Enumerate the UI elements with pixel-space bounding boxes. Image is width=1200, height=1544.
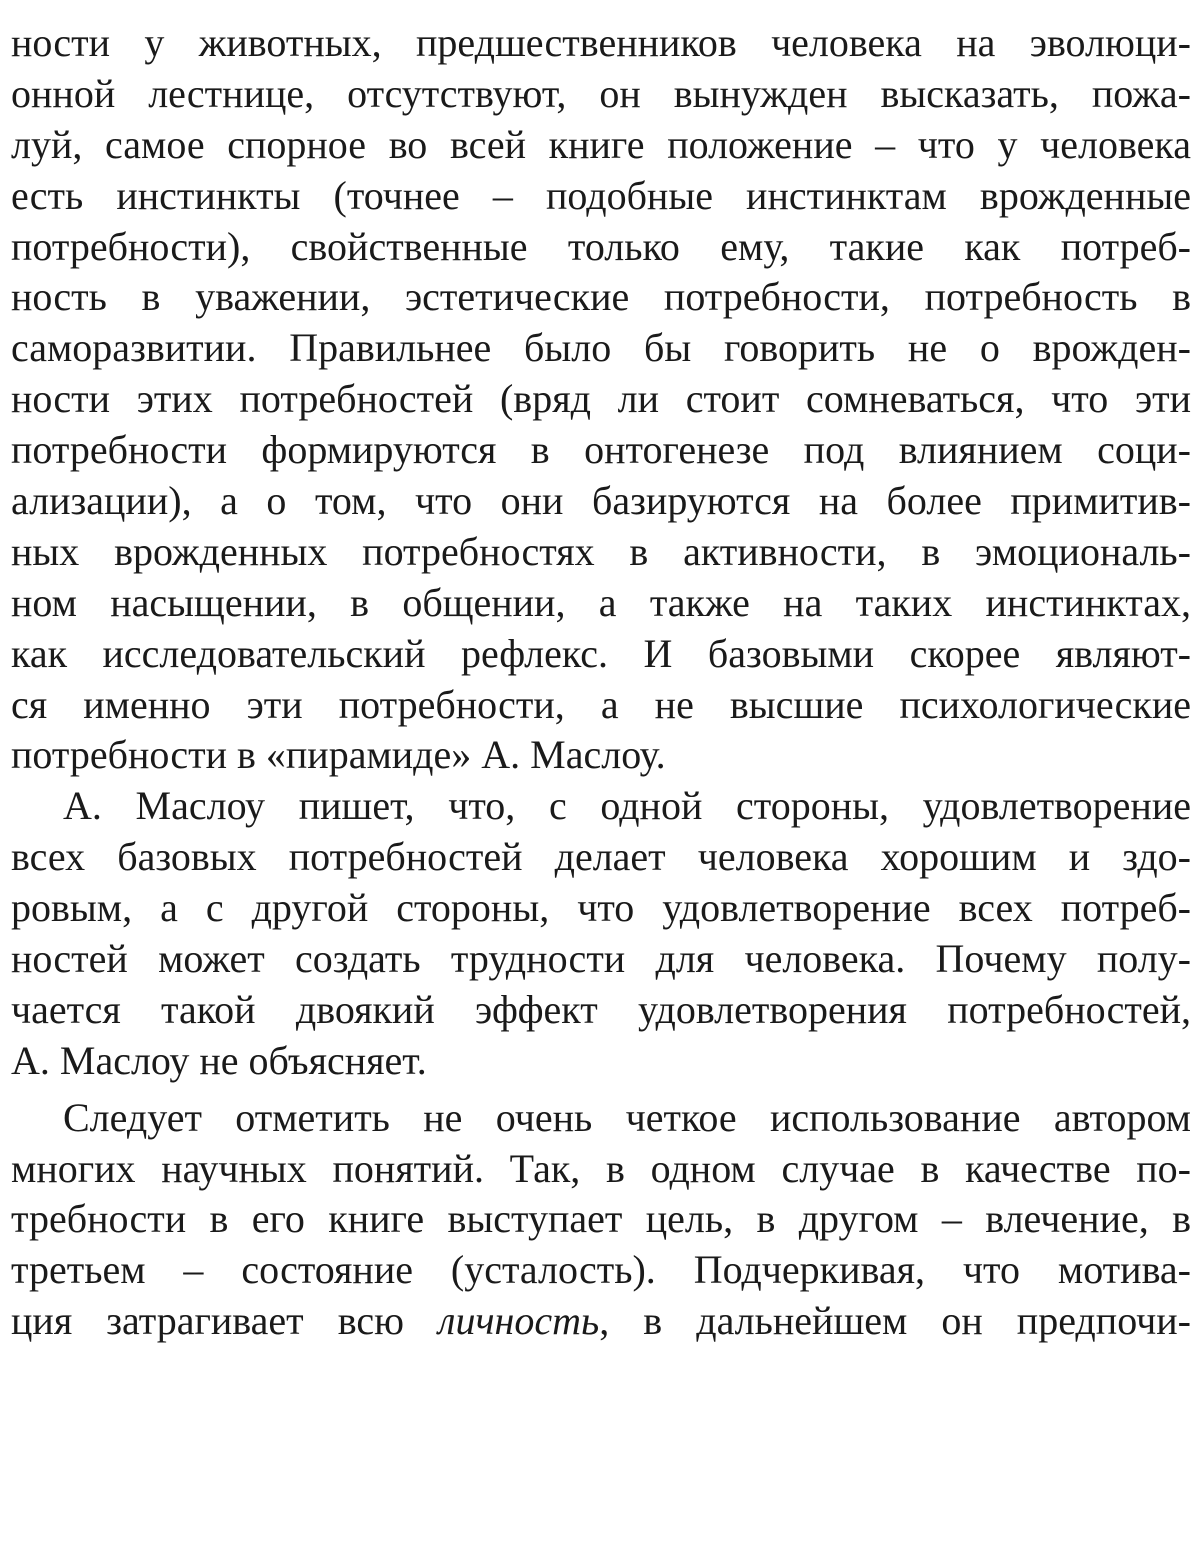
document-page (11, 18, 1191, 1347)
text-line-with-italic (11, 1296, 1191, 1347)
text-line: А. Маслоу не объясняет. (11, 1037, 427, 1083)
text-line: всех базовых потребностей делает человека хорошим и здо- (11, 834, 1191, 880)
text-line: третьем – состояние (усталость). Подчеркивая, что мотива- (11, 1247, 1191, 1293)
italic-term: личность (438, 1298, 600, 1344)
text-line: как исследовательский рефлекс. И базовыми скорее являют- (11, 630, 1191, 676)
text-line: требности в его книге выступает цель, в другом – влечение, в (11, 1196, 1191, 1242)
text-line: ся именно эти потребности, а не высшие психологические (11, 681, 1191, 727)
paragraph-3 (11, 1093, 1191, 1347)
text-line: ализации), а о том, что они базируются на более примитив- (11, 478, 1191, 524)
text-line: ных врожденных потребностях в активности, в эмоциональ- (11, 528, 1191, 574)
text-line: саморазвитии. Правильнее было бы говорить не о врожден- (11, 325, 1191, 371)
text-line: чается такой двоякий эффект удовлетворения потребностей, (11, 986, 1191, 1032)
text-line: есть инстинкты (точнее – подобные инстинктам врожденные (11, 172, 1191, 218)
text-line: потребности формируются в онтогенезе под влиянием соци- (11, 427, 1191, 473)
paragraph-1 (11, 18, 1191, 781)
text-run: ция затрагивает всю (11, 1298, 439, 1344)
paragraph-2 (11, 781, 1191, 1086)
text-line: ровым, а с другой стороны, что удовлетворение всех потреб- (11, 885, 1191, 931)
text-line: ность в уважении, эстетические потребности, потребность в (11, 274, 1191, 320)
text-line: онной лестнице, отсутствуют, он вынужден высказать, пожа- (11, 70, 1191, 116)
text-line: Следует отметить не очень четкое использование автором (63, 1094, 1191, 1140)
text-line: потребности в «пирамиде» А. Маслоу. (11, 732, 666, 778)
text-line: луй, самое спорное во всей книге положение – что у человека (11, 121, 1191, 167)
text-line: ности этих потребностей (вряд ли стоит сомневаться, что эти (11, 376, 1191, 422)
text-line: ности у животных, предшественников человека на эволюци- (11, 20, 1191, 65)
text-line: ном насыщении, в общении, а также на таких инстинктах, (11, 579, 1191, 625)
text-run: , в дальнейшем он предпочи- (599, 1298, 1191, 1344)
text-line: А. Маслоу пишет, что, с одной стороны, удовлетворение (63, 783, 1191, 829)
text-line: потребности), свойственные только ему, такие как потреб- (11, 223, 1191, 269)
text-line: многих научных понятий. Так, в одном случае в качестве по- (11, 1145, 1191, 1191)
text-line: ностей может создать трудности для человека. Почему полу- (11, 936, 1191, 982)
